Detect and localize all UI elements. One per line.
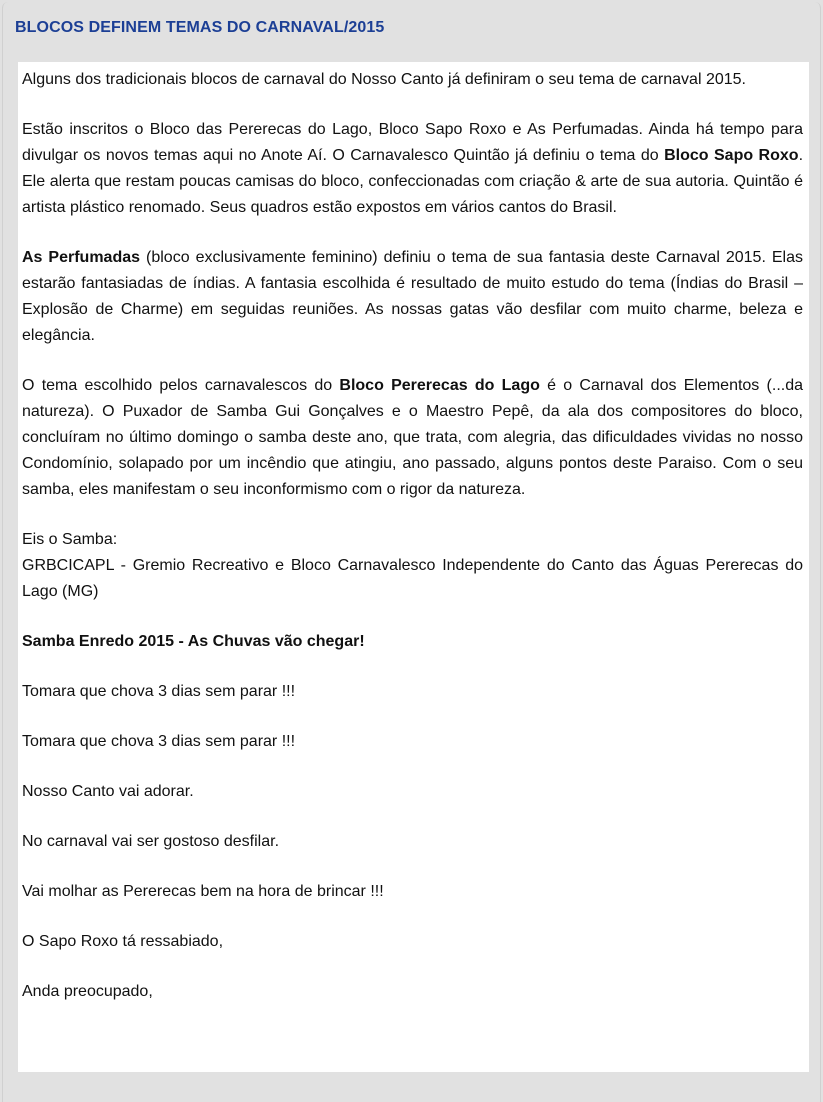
text-segment: (bloco exclusivamente feminino) definiu o tema de sua fantasia deste Carnaval 2015. Elas estarão fantasiadas de índias. A fantasia escolhida é resultado de muito estudo do tema (Índias do Brasil – Explosão de Charme) em seguidas reuniões. As nossas gatas vão desfilar com muito charme, beleza e elegância. — [22, 249, 803, 344]
lyric-line: Nosso Canto vai adorar. — [22, 783, 194, 800]
highlight-bloco-sapo-roxo: Bloco Sapo Roxo — [664, 147, 799, 164]
bloco-full-name: GRBCICAPL - Gremio Recreativo e Bloco Carnavalesco Independente do Canto das Águas Pererecas do Lago (MG) — [22, 557, 803, 600]
samba-title-text: Samba Enredo 2015 - As Chuvas vão chegar! — [22, 633, 365, 650]
lyric-line: Vai molhar as Pererecas bem na hora de brincar !!! — [22, 883, 384, 900]
text-segment: . Ele alerta que restam poucas camisas do bloco, confeccionadas com criação & arte de sua autoria. Quintão é artista plástico renomado. Seus quadros estão expostos em vários cantos do Brasil. — [22, 147, 804, 216]
highlight-bloco-pererecas: Bloco Pererecas do Lago — [339, 377, 540, 394]
paragraph-intro: Alguns dos tradicionais blocos de carnaval do Nosso Canto já definiram o seu tema de carnaval 2015. — [22, 71, 746, 88]
text-segment: Estão inscritos o Bloco das Pererecas do Lago, Bloco Sapo Roxo e As Perfumadas. Ainda há tempo para divulgar os novos temas aqui no Anote Aí. O Carnavalesco Quintão já definiu o tema do — [22, 121, 803, 164]
article-title: BLOCOS DEFINEM TEMAS DO CARNAVAL/2015 — [15, 19, 385, 36]
lyric-line: Tomara que chova 3 dias sem parar !!! — [22, 733, 296, 750]
text-segment: é o Carnaval dos Elementos (...da natureza). O Puxador de Samba Gui Gonçalves e o Maestro Pepê, da ala dos compositores do bloco, concluíram no último domingo o samba deste ano, que trata, com alegria, das dificuldades vividas no nosso Condomínio, solapado por um incêndio que atingiu, ano passado, alguns pontos deste Paraiso. Com o seu samba, eles manifestam o seu inconformismo com o rigor da natureza. — [22, 377, 804, 498]
lyric-line: O Sapo Roxo tá ressabiado, — [22, 933, 224, 950]
lyric-line: Tomara que chova 3 dias sem parar !!! — [22, 683, 296, 700]
samba-title — [22, 629, 803, 655]
lyric-line: No carnaval vai ser gostoso desfilar. — [22, 833, 280, 850]
samba-intro-line: Eis o Samba: — [22, 531, 118, 548]
article-body — [18, 62, 809, 1072]
text-segment: O tema escolhido pelos carnavalescos do — [22, 377, 340, 394]
lyric-line: Anda preocupado, — [22, 983, 153, 1000]
paragraph-inscritos — [22, 117, 803, 221]
highlight-as-perfumadas: As Perfumadas — [22, 249, 141, 266]
paragraph-pererecas — [22, 373, 803, 503]
paragraph-samba-intro — [22, 527, 803, 605]
paragraph-perfumadas — [22, 245, 803, 349]
